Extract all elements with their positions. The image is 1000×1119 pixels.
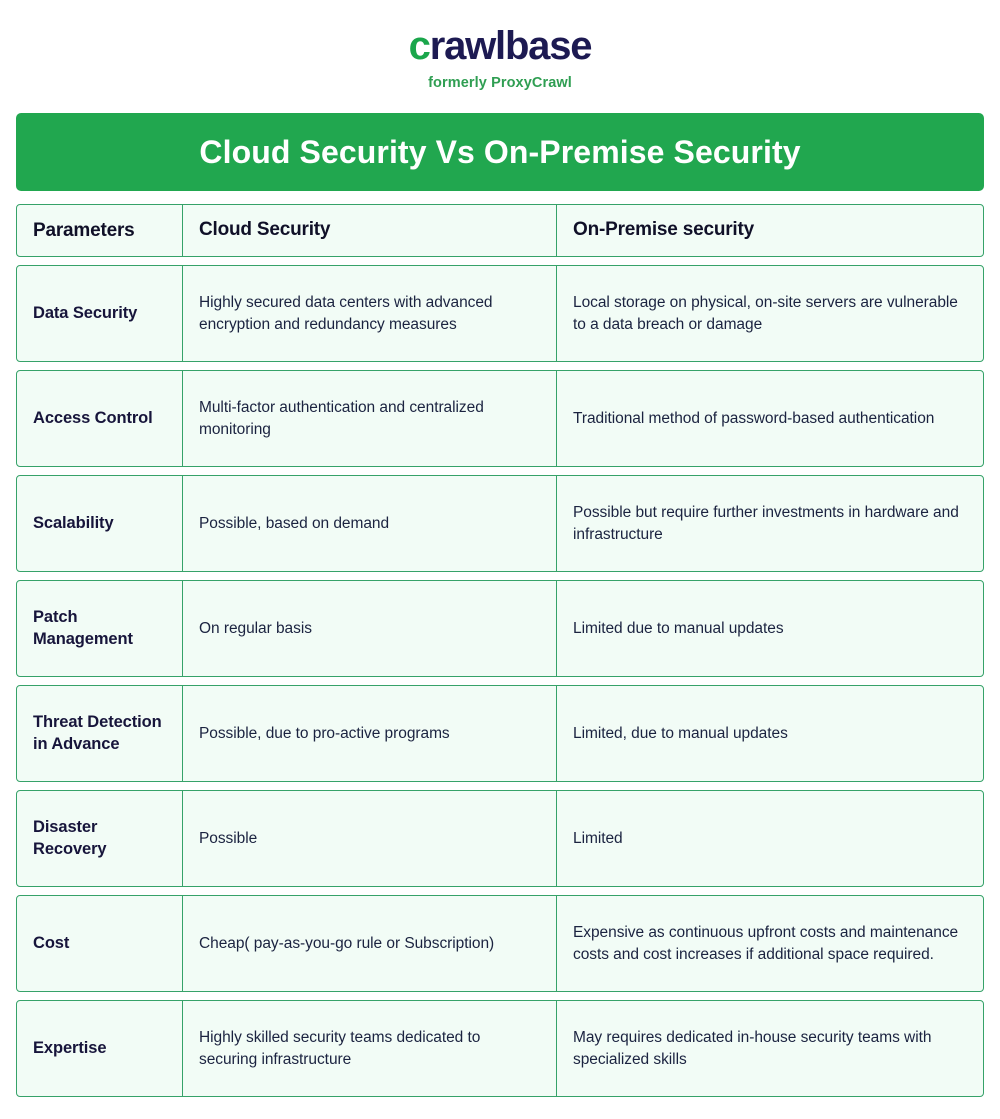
row-parameter-label: Patch Management (17, 581, 183, 676)
brand-tagline: formerly ProxyCrawl (428, 75, 572, 91)
logo-accent-letter: c (408, 24, 430, 68)
row-on-premise-value: Possible but require further investments in hardware and infrastructure (573, 503, 959, 543)
row-parameter-label: Access Control (17, 371, 183, 466)
brand-header (0, 0, 1000, 91)
crawlbase-logo (409, 26, 592, 66)
row-cloud-security-value: Cheap( pay-as-you-go rule or Subscription) (183, 896, 557, 991)
table-row (16, 580, 984, 677)
table-row (16, 895, 984, 992)
page-title: Cloud Security Vs On-Premise Security (199, 133, 801, 170)
row-on-premise-value: Traditional method of password-based authentication (573, 409, 935, 427)
table-row (16, 265, 984, 362)
row-parameter-label: Data Security (17, 266, 183, 361)
row-on-premise-value: Local storage on physical, on-site servers are vulnerable to a data breach or damage (573, 293, 958, 333)
row-parameter-label: Cost (17, 896, 183, 991)
table-row (16, 790, 984, 887)
row-on-premise-value: May requires dedicated in-house security teams with specialized skills (573, 1028, 932, 1068)
row-parameter-label: Disaster Recovery (17, 791, 183, 886)
row-on-premise-value: Limited due to manual updates (573, 619, 784, 637)
row-cloud-security-value: Possible, due to pro-active programs (183, 686, 557, 781)
title-banner (16, 113, 984, 191)
row-on-premise-value: Limited (573, 829, 623, 847)
logo-wordmark: rawlbase (429, 24, 592, 68)
row-on-premise-value: Limited, due to manual updates (573, 724, 788, 742)
table-row (16, 370, 984, 467)
table-header-row (16, 204, 984, 257)
column-header-on-premise-security: On-Premise security (573, 219, 755, 241)
row-parameter-label: Threat Detection in Advance (17, 686, 183, 781)
table-row (16, 1000, 984, 1097)
comparison-table (16, 204, 984, 1097)
column-header-parameters: Parameters (17, 205, 183, 256)
row-cloud-security-value: Highly secured data centers with advanced encryption and redundancy measures (183, 266, 557, 361)
row-cloud-security-value: Possible (183, 791, 557, 886)
table-row (16, 475, 984, 572)
row-parameter-label: Scalability (17, 476, 183, 571)
row-on-premise-value: Expensive as continuous upfront costs and maintenance costs and cost increases if additional space required. (573, 923, 959, 963)
row-cloud-security-value: On regular basis (183, 581, 557, 676)
column-header-cloud-security: Cloud Security (183, 205, 557, 256)
row-cloud-security-value: Highly skilled security teams dedicated to securing infrastructure (183, 1001, 557, 1096)
row-cloud-security-value: Multi-factor authentication and centralized monitoring (183, 371, 557, 466)
row-cloud-security-value: Possible, based on demand (183, 476, 557, 571)
table-row (16, 685, 984, 782)
row-parameter-label: Expertise (17, 1001, 183, 1096)
